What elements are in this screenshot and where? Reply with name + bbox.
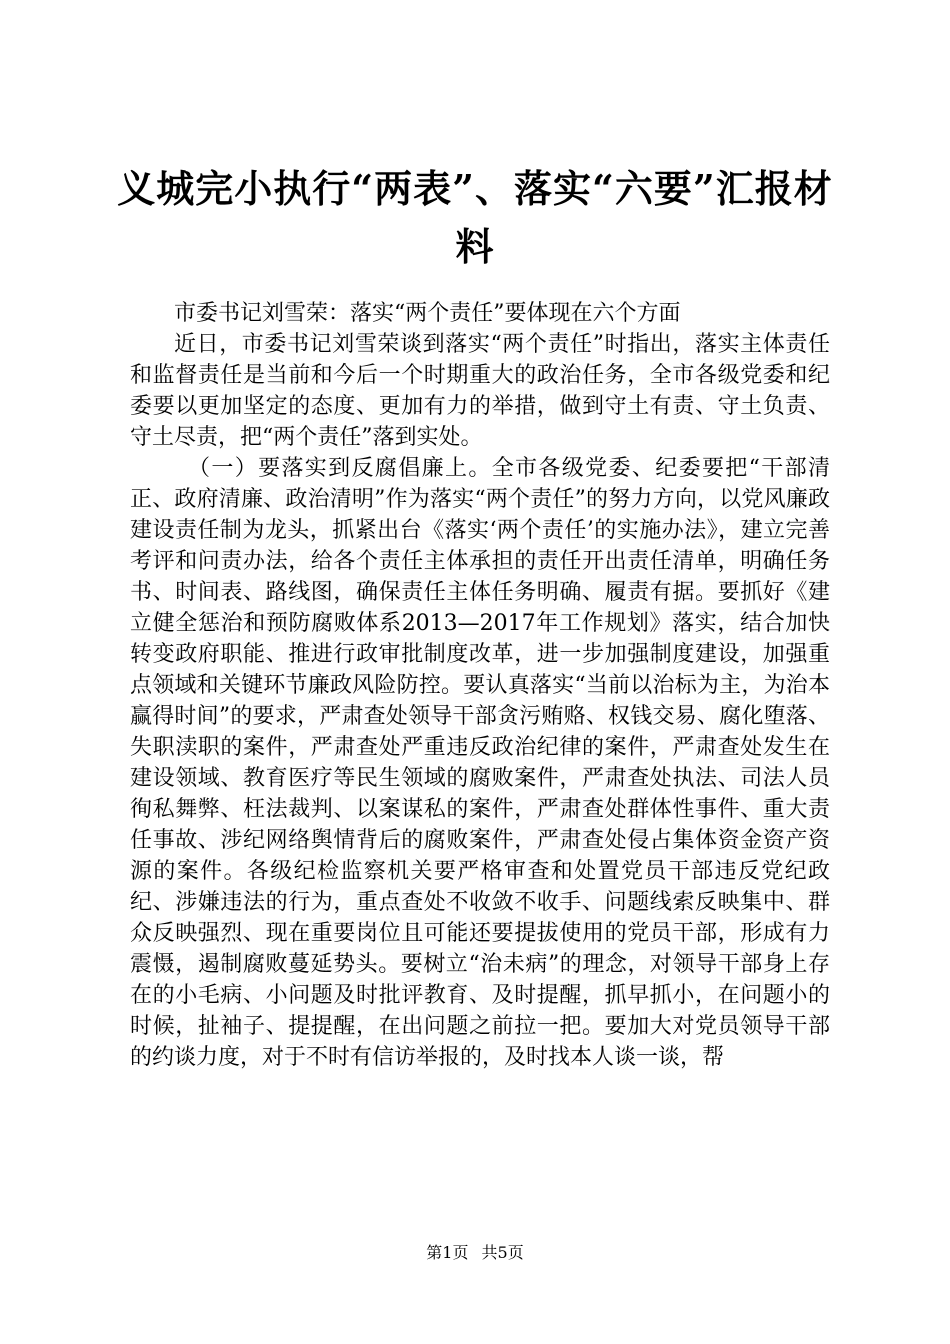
document-body xyxy=(130,298,830,1073)
page-total: 共5页 xyxy=(481,1243,524,1262)
page-footer xyxy=(0,1243,950,1263)
page-number: 第1页 xyxy=(426,1243,469,1262)
document-title: 义城完小执行“两表”、落实“六要”汇报材料 xyxy=(117,166,833,269)
paragraph-section-1: （一）要落实到反腐倡廉上。全市各级党委、纪委要把“干部清正、政府清廉、政治清明”作为落实“两个责任”的努力方向，以党风廉政建设责任制为龙头，抓紧出台《落实‘两个责任’的实施办法》，建立完善考评和问责办法，给各个责任主体承担的责任开出责任清单，明确任务书、时间表、路线图，确保责任主体任务明确、履责有据。要抓好《建立健全惩治和预防腐败体系2013—2017年工作规划》落实，结合加快转变政府职能、推进行政审批制度改革，进一步加强制度建设，加强重点领域和关键环节廉政风险防控。要认真落实“当前以治标为主，为治本赢得时间”的要求，严肃查处领导干部贪污贿赂、权钱交易、腐化堕落、失职渎职的案件，严肃查处严重违反政治纪律的案件，严肃查处发生在建设领域、教育医疗等民生领域的腐败案件，严肃查处执法、司法人员徇私舞弊、枉法裁判、以案谋私的案件，严肃查处群体性事件、重大责任事故、涉纪网络舆情背后的腐败案件，严肃查处侵占集体资金资产资源的案件。各级纪检监察机关要严格审查和处置党员干部违反党纪政纪、涉嫌违法的行为，重点查处不收敛不收手、问题线索反映集中、群众反映强烈、现在重要岗位且可能还要提拔使用的党员干部，形成有力震慑，遏制腐败蔓延势头。要树立“治未病”的理念，对领导干部身上存在的小毛病、小问题及时批评教育、及时提醒，抓早抓小，在问题小的时候，扯袖子、提提醒，在出问题之前拉一把。要加大对党员领导干部的约谈力度，对于不时有信访举报的，及时找本人谈一谈，帮 xyxy=(130,456,830,1070)
document-subheading: 市委书记刘雪荣：落实“两个责任”要体现在六个方面 xyxy=(174,301,681,326)
paragraph-intro: 近日，市委书记刘雪荣谈到落实“两个责任”时指出，落实主体责任和监督责任是当前和今后一个时期重大的政治任务，全市各级党委和纪委要以更加坚定的态度、更加有力的举措，做到守土有责、守土负责、守土尽责，把“两个责任”落到实处。 xyxy=(130,332,830,450)
